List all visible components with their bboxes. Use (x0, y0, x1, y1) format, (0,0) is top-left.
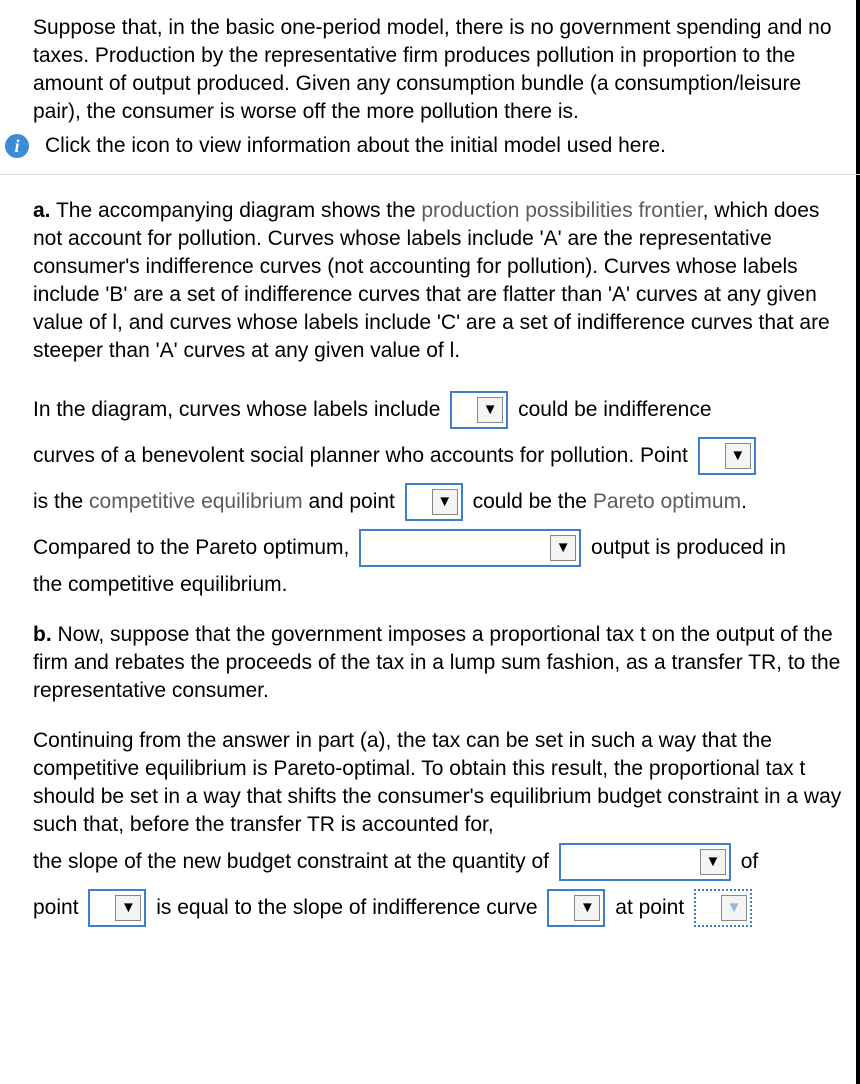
competitive-point-dropdown[interactable] (698, 437, 756, 475)
fill-text-10: the competitive equilibrium. (33, 573, 288, 596)
fill-b-text-2: of (740, 850, 759, 873)
chevron-down-icon: ▼ (115, 895, 141, 921)
fill-b-text-4: is equal to the slope of indifference curve (156, 896, 538, 919)
chevron-down-icon: ▼ (574, 895, 600, 921)
fill-text-7: . (741, 490, 747, 513)
right-edge-bar (856, 0, 860, 1084)
link-competitive-equilibrium[interactable]: competitive equilibrium (89, 490, 303, 513)
fill-text-4: is the (33, 490, 90, 513)
chevron-down-icon: ▼ (700, 849, 726, 875)
info-row (3, 134, 848, 158)
fill-text-5: and point (302, 490, 395, 513)
fill-b-line-1 (33, 839, 848, 885)
fill-text-9: output is produced in (591, 536, 786, 559)
part-b-text: Now, suppose that the government imposes a proportional tax t on the output of the firm and rebates the proceeds of the tax in a lump sum fashion, as a transfer TR, to the representative consumer. (33, 623, 841, 702)
fill-b-text-1: the slope of the new budget constraint at the quantity of (33, 850, 550, 873)
fill-line-2 (33, 433, 848, 479)
intro-paragraph: Suppose that, in the basic one-period model, there is no government spending and no taxes. Production by the representative firm produces pollution in proportion to the amount of output produced. Given any consumption bundle (a consumption/leisure pair), the consumer is worse off the more pollution there is. (33, 16, 832, 123)
chevron-down-icon: ▼ (725, 443, 751, 469)
chevron-down-icon: ▼ (550, 535, 576, 561)
divider (0, 174, 860, 175)
part-a-text-2: , which does not account for pollution. Curves whose labels include 'A' are the representative consumer's indifference curves (not accounting for pollution). Curves whose labels include 'B' are a set of indifference curves that are flatter than 'A' curves at any given value of l, and curves whose labels include 'C' are a set of indifference curves that are steeper than 'A' curves at any given value of l. (33, 199, 830, 362)
chevron-down-icon: ▼ (432, 489, 458, 515)
fill-b-text-5: at point (615, 896, 685, 919)
fill-b-text-3: point (33, 896, 79, 919)
part-a-fill-in (33, 387, 848, 599)
output-comparison-dropdown[interactable] (359, 529, 581, 567)
part-a-text-1: The accompanying diagram shows the (50, 199, 422, 222)
link-ppf[interactable]: production possibilities frontier (421, 199, 703, 222)
chevron-down-icon: ▼ (477, 397, 503, 423)
continuing-paragraph: Continuing from the answer in part (a), the tax can be set in such a way that the competitive equilibrium is Pareto-optimal. To obtain this result, the proportional tax t should be set in a way that shifts the consumer's equilibrium budget constraint in a way such that, before the transfer TR is accounted for, (33, 729, 842, 836)
fill-line-3 (33, 479, 848, 525)
indifference-curve-dropdown[interactable] (547, 889, 605, 927)
at-point-dropdown[interactable] (694, 889, 752, 927)
chevron-down-icon: ▼ (721, 895, 747, 921)
curve-label-dropdown[interactable] (450, 391, 508, 429)
quantity-dropdown[interactable] (559, 843, 731, 881)
question-content (14, 14, 848, 931)
part-b-label: b. (33, 623, 52, 646)
part-b-paragraph (33, 621, 848, 705)
fill-text-3: curves of a benevolent social planner who accounts for pollution. Point (33, 444, 688, 467)
point-dropdown[interactable] (88, 889, 146, 927)
part-a-label: a. (33, 199, 51, 222)
fill-text-6: could be the (472, 490, 593, 513)
fill-line-4 (33, 525, 848, 571)
fill-text-2: could be indifference (518, 398, 712, 421)
pareto-point-dropdown[interactable] (405, 483, 463, 521)
info-text: Click the icon to view information about the initial model used here. (45, 134, 666, 157)
info-icon[interactable]: i (5, 134, 29, 158)
fill-text-8: Compared to the Pareto optimum, (33, 536, 350, 559)
link-pareto-optimum[interactable]: Pareto optimum (592, 490, 742, 513)
part-b-fill-in (33, 839, 848, 931)
fill-line-1 (33, 387, 848, 433)
part-a-paragraph (33, 197, 848, 365)
fill-b-line-2 (33, 885, 848, 931)
fill-text-1: In the diagram, curves whose labels include (33, 398, 441, 421)
